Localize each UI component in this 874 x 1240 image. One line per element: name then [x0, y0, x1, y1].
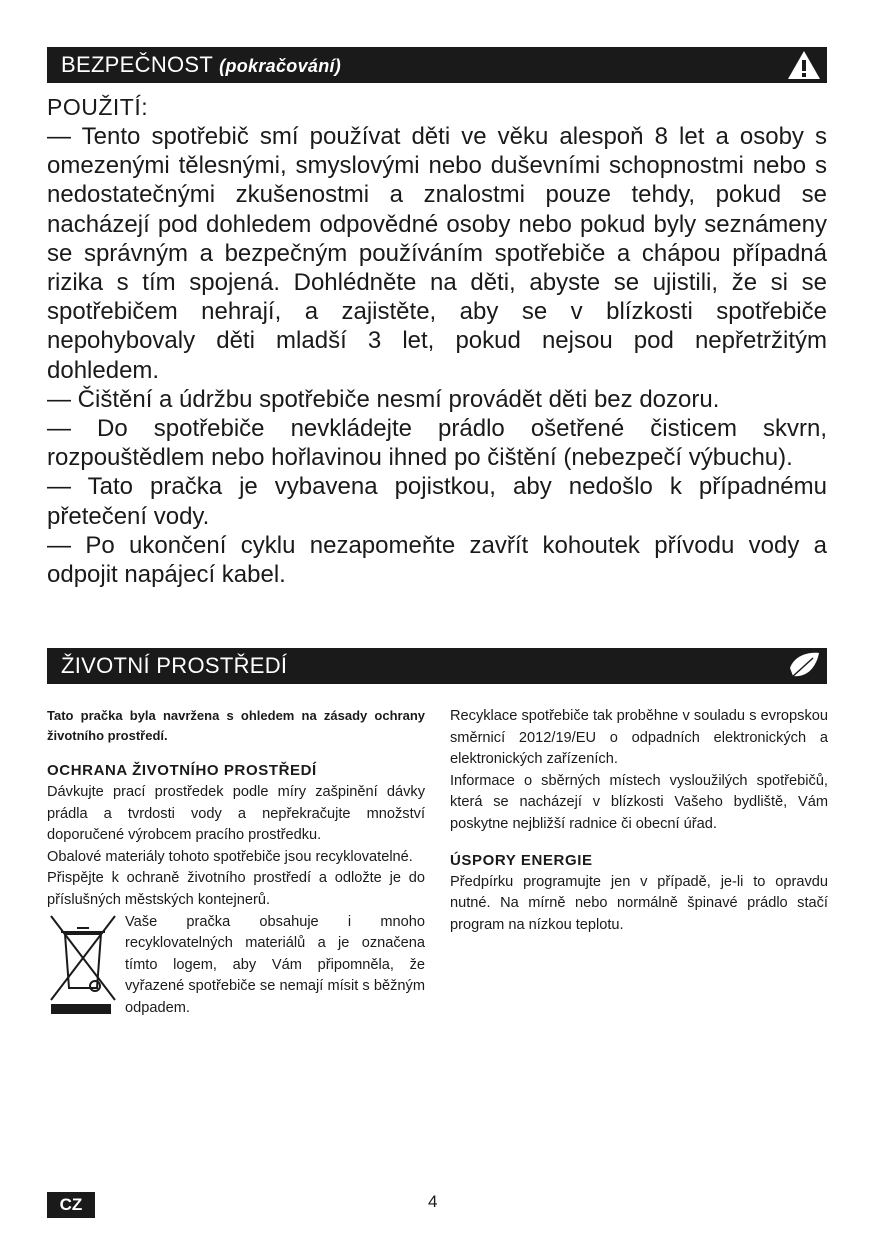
energy-saving-heading: ÚSPORY ENERGIE: [450, 851, 593, 869]
usage-paragraph: — Do spotřebiče nevkládejte prádlo ošetřené čisticem skvrn, rozpouštědlem nebo hořlavinou ihned po čištění (nebezpečí výbuchu).: [47, 415, 827, 472]
paragraph: Informace o sběrných místech vysloužilých spotřebičů, která se nacházejí v blízkosti Vašeho bydliště, Vám poskytne nejbližší radnice či obecní úřad.: [450, 772, 828, 832]
paragraph: Vaše pračka obsahuje i mnoho recyklovatelných materiálů a je označena tímto logem, aby Vám připomněla, že vyřazené spotřebiče se nemají mísit s běžným odpadem.: [125, 913, 425, 1016]
paragraph: Obalové materiály tohoto spotřebiče jsou recyklovatelné.: [47, 848, 413, 865]
usage-paragraph: — Po ukončení cyklu nezapomeňte zavřít kohoutek přívodu vody a odpojit napájecí kabel.: [47, 531, 827, 589]
section-subtitle: (pokračování): [219, 56, 342, 76]
environment-right-column: [450, 706, 828, 936]
page-number: 4: [428, 1192, 438, 1211]
paragraph: Předpírku programujte jen v případě, je-li to opravdu nutné. Na mírně nebo normálně špinavé prádlo stačí program na nízkou teplotu.: [450, 873, 828, 933]
section-header-safety: [47, 47, 827, 83]
usage-heading: POUŽITÍ:: [47, 94, 149, 120]
paragraph: Recyklace spotřebiče tak proběhne v souladu s evropskou směrnicí 2012/19/EU o odpadních elektronických a elektronických zařízeních.: [450, 708, 828, 768]
section-header-environment: [47, 648, 827, 684]
environment-left-column: [47, 706, 425, 1020]
paragraph: Dávkujte prací prostředek podle míry zašpinění dávky prádla a tvrdosti vody a nepřekračujte množství doporučené výrobcem pracího prostředku.: [47, 784, 425, 844]
section-title: ŽIVOTNÍ PROSTŘEDÍ: [61, 653, 288, 678]
usage-section: [47, 92, 827, 589]
warning-icon: [787, 49, 821, 81]
environment-lead: Tato pračka byla navržena s ohledem na zásady ochrany životního prostředí.: [47, 708, 425, 743]
leaf-icon: [787, 650, 821, 682]
usage-paragraph: — Čištění a údržbu spotřebiče nesmí provádět děti bez dozoru.: [47, 385, 720, 413]
environment-protection-heading: OCHRANA ŽIVOTNÍHO PROSTŘEDÍ: [47, 762, 317, 779]
usage-paragraph: — Tato pračka je vybavena pojistkou, aby nedošlo k případnému přetečení vody.: [47, 473, 827, 530]
language-badge: CZ: [47, 1192, 95, 1218]
usage-paragraph: — Tento spotřebič smí používat děti ve věku alespoň 8 let a osoby s omezenými tělesnými, smyslovými nebo duševními schopnostmi nebo s nedostatečnými zkušenostmi a znalostmi pouze tehdy, pokud se nacházejí pod dohledem odpovědné osoby nebo pokud byly seznámeny se správným a bezpečným používáním spotřebiče a chápou případná rizika s tím spojená. Dohlédněte na děti, abyste se ujistili, že si se spotřebičem nehrají, a zajistěte, aby se v blízkosti spotřebiče nepohybovaly děti mladší 3 let, pokud nejsou pod nepřetržitým dohledem.: [47, 123, 827, 384]
section-title: BEZPEČNOST: [61, 52, 213, 77]
weee-bin-icon: [47, 912, 121, 1016]
paragraph: Přispějte k ochraně životního prostředí a odložte je do příslušných městských kontejnerů.: [47, 870, 425, 908]
